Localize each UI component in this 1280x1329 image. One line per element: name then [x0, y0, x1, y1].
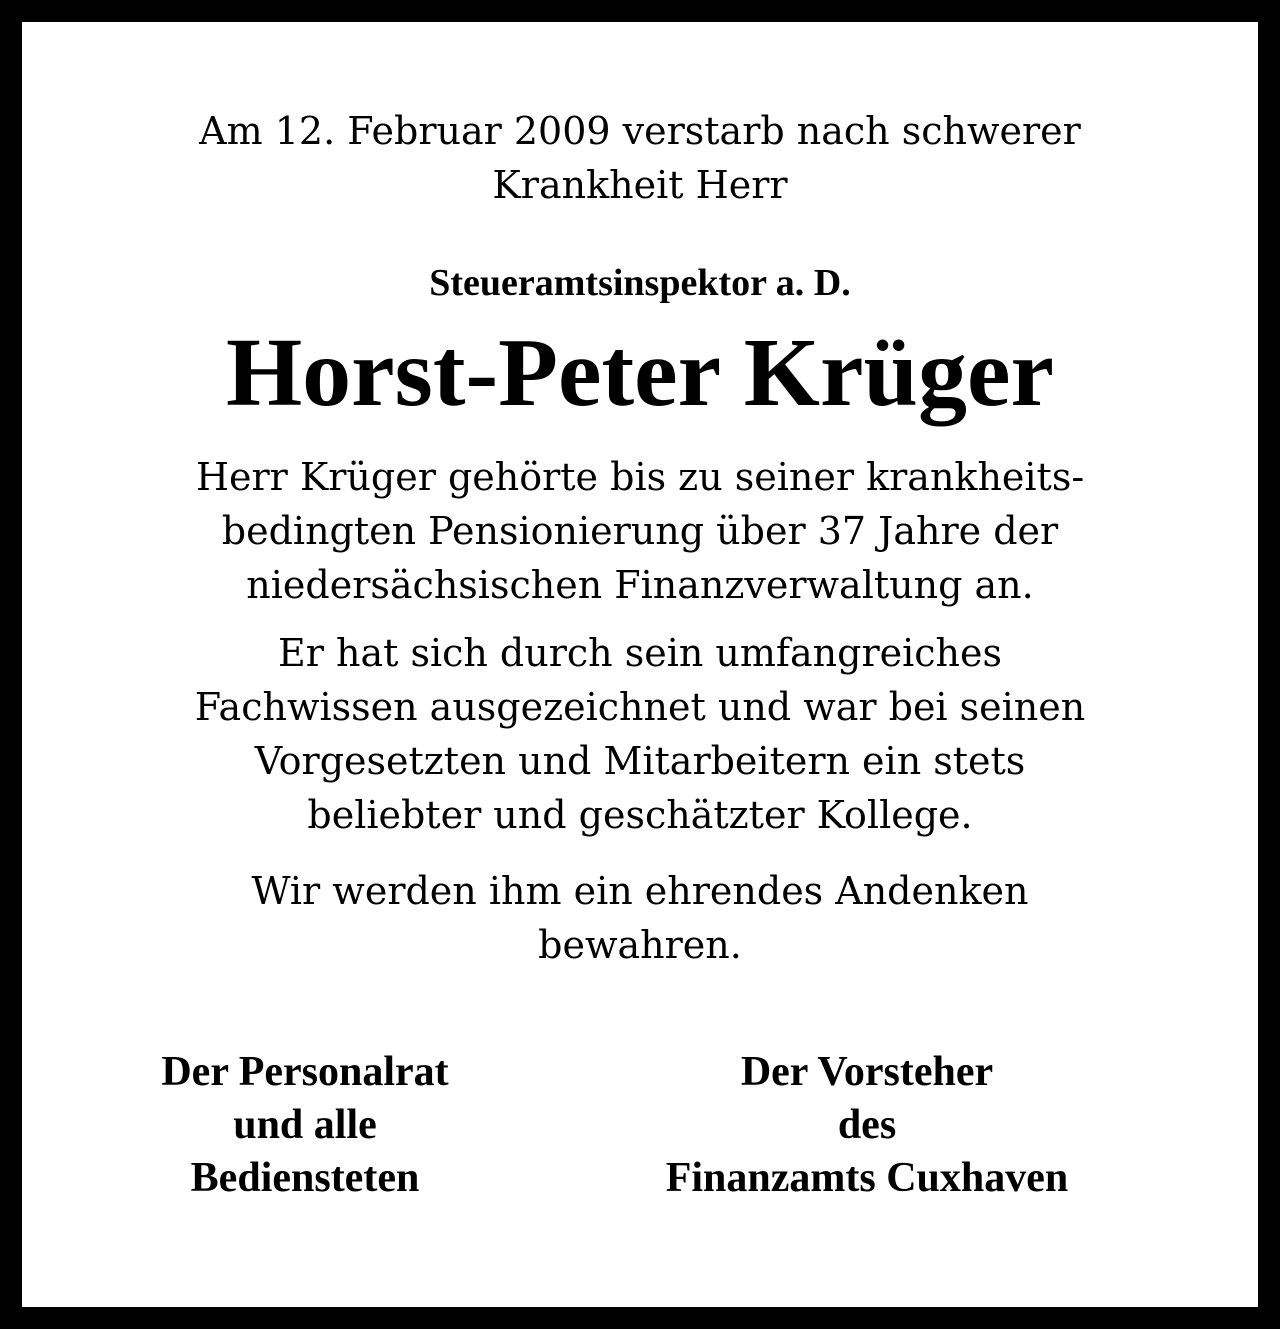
signature-line: und alle	[233, 1102, 377, 1148]
paragraph-line: Herr Krüger gehörte bis zu seiner krankheits-	[195, 455, 1085, 499]
paragraph-line: beliebter und geschätzter Kollege.	[307, 793, 973, 837]
paragraph-line: Wir werden ihm ein ehrendes Andenken	[251, 869, 1029, 913]
paragraph-line: niedersächsischen Finanzverwaltung an.	[246, 563, 1034, 607]
signature-line: Der Vorsteher	[740, 1049, 994, 1095]
paragraph-line: Fachwissen ausgezeichnet und war bei seinen	[194, 685, 1086, 729]
deceased-name: Horst-Peter Krüger	[225, 319, 1055, 427]
intro-text	[22, 104, 1258, 212]
signature-line: Bediensteten	[190, 1155, 420, 1201]
deceased-title: Steueramtsinspektor a. D.	[429, 262, 851, 304]
paragraph-line: bewahren.	[538, 923, 742, 967]
intro-line: Krankheit Herr	[492, 163, 788, 207]
signature-line: Finanzamts Cuxhaven	[665, 1155, 1069, 1201]
career-paragraph	[22, 450, 1258, 612]
remembrance-paragraph	[22, 864, 1258, 972]
intro-line: Am 12. Februar 2009 verstarb nach schwerer	[199, 109, 1081, 153]
paragraph-line: Vorgesetzten und Mitarbeitern ein stets	[254, 739, 1026, 783]
signature-staff-council	[90, 1046, 520, 1205]
tribute-paragraph	[22, 626, 1258, 842]
signature-tax-office-head	[600, 1046, 1134, 1205]
signature-line: Der Personalrat	[161, 1049, 449, 1095]
signature-line: des	[837, 1102, 897, 1148]
paragraph-line: Er hat sich durch sein umfangreiches	[277, 631, 1003, 675]
paragraph-line: bedingten Pensionierung über 37 Jahre der	[221, 509, 1059, 553]
